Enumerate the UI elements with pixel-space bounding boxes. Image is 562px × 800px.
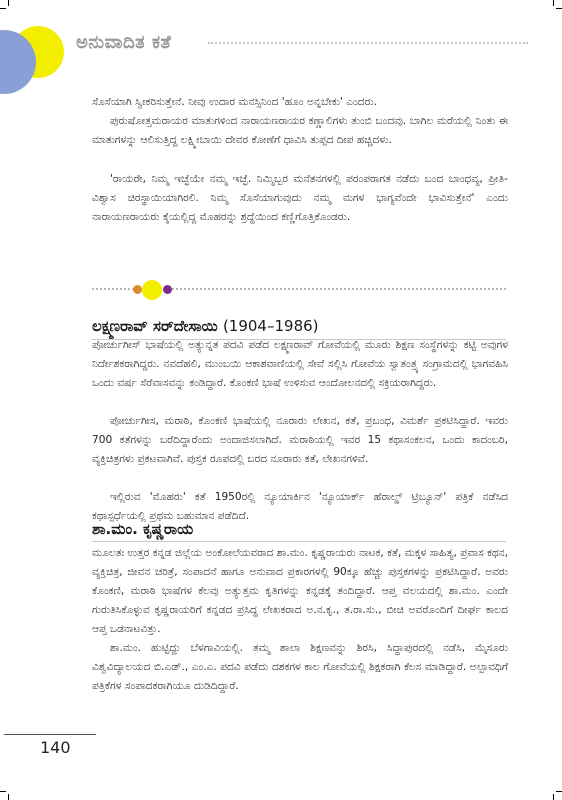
- story-paragraph: 'ರಾಯರೇ, ನಿಮ್ಮ ಇಚ್ಛೆಯೇ ನಮ್ಮ ಇಚ್ಛೆ. ನಿಮ್ಮಿಬ್ಬರ ಮನೆತನಗಳಲ್ಲಿ ಪರಂಪರಾಗತ ನಡೆದು ಬಂದ ಬಾಂಧವ್ಯ, ಪ್ರೀತಿ-ವಿಶ್ವಾಸ ಚಿರಸ್ಥಾಯಿಯಾಗಿರಲಿ. ನಿಮ್ಮ ಸೊಸೆಯಾಗುವುದು ನಮ್ಮ ಮಗಳ ಭಾಗ್ಯವೆಂದೇ ಭಾವಿಸುತ್ತೇನೆ' ಎಂದು ನಾರಾಯಣರಾಯರು ಕೈಯಲ್ಲಿದ್ದ ಮೊಹರನ್ನು ಶ್ರದ್ಧೆಯಿಂದ ಕಣ್ಣಿಗೊತ್ತಿಕೊಂಡರು.: [92, 173, 508, 223]
- header-dotted-rule: [208, 42, 528, 44]
- bio-paragraph: ಶಾ.ಮಂ. ಹುಟ್ಟಿದ್ದು ಬೆಳಗಾವಿಯಲ್ಲಿ. ತಮ್ಮ ಶಾಲಾ ಶಿಕ್ಷಣವನ್ನು ಶಿರಸಿ, ಸಿದ್ಧಾಪುರದಲ್ಲಿ ನಡೆಸಿ, ಮೈಸೂರು ವಿಶ್ವವಿದ್ಯಾಲಯದ ಬಿ.ಎಡ್., ಎಂ.ಎ. ಪದವಿ ಪಡೆದು ದಶಕಗಳ ಕಾಲ ಗೋವೆಯಲ್ಲಿ ಶಿಕ್ಷಕರಾಗಿ ಕೆಲಸ ಮಾಡಿದ್ದಾರೆ. ಅಲ್ಪಾವಧಿಗೆ ಪತ್ರಿಕೆಗಳ ಸಂಪಾದಕರಾಗಿಯೂ ದುಡಿದಿದ್ದಾರೆ.: [92, 642, 508, 692]
- crop-mark: [553, 794, 554, 800]
- bio-paragraph: ಮೂಲತಃ ಉತ್ತರ ಕನ್ನಡ ಜಿಲ್ಲೆಯ ಅಂಕೋಲೆಯವರಾದ ಶಾ.ಮಂ. ಕೃಷ್ಣರಾಯರು ನಾಟಕ, ಕತೆ, ಮಕ್ಕಳ ಸಾಹಿತ್ಯ, ಪ್ರವಾಸ ಕಥನ, ವ್ಯಕ್ತಿಚಿತ್ರ, ಜೀವನ ಚರಿತ್ರೆ, ಸಂಪಾದನೆ ಹಾಗೂ ಅನುವಾದ ಪ್ರಕಾರಗಳಲ್ಲಿ 90ಕ್ಕೂ ಹೆಚ್ಚು ಪುಸ್ತಕಗಳನ್ನು ಪ್ರಕಟಿಸಿದ್ದಾರೆ. ಅವರು ಕೊಂಕಣಿ, ಮರಾಠಿ ಭಾಷೆಗಳ ಕೆಲವು ಅತ್ಯುತ್ತಮ ಕೃತಿಗಳನ್ನು ಕನ್ನಡಕ್ಕೆ ತಂದಿದ್ದಾರೆ. ಆಪ್ತ ವಲಯದಲ್ಲಿ ಶಾ.ಮಂ. ಎಂದೇ ಗುರುತಿಸಿಕೊಳ್ಳುವ ಕೃಷ್ಣರಾಯರಿಗೆ ಕನ್ನಡದ ಪ್ರಸಿದ್ಧ ಲೇಖಕರಾದ ಅ.ನ.ಕೃ., ತ.ರಾ.ಸು., ಬೀಚಿ ಅವರೊಂದಿಗೆ ದೀರ್ಘ ಕಾಲದ ಆಪ್ತ ಒಡನಾಟವಿತ್ತು.: [92, 547, 508, 635]
- bio-paragraph: ಇಲ್ಲಿರುವ 'ಮೊಹರು' ಕತೆ 1950ರಲ್ಲಿ ನ್ಯೂಯಾರ್ಕಿನ 'ನ್ಯೂಯಾರ್ಕ್ ಹೆರಾಲ್ಡ್ ಟ್ರಿಬ್ಯೂನ್' ಪತ್ರಿಕೆ ನಡೆಸಿದ ಕಥಾಸ್ಪರ್ಧೆಯಲ್ಲಿ ಪ್ರಥಮ ಬಹುಮಾನ ಪಡೆದಿದೆ.: [92, 491, 508, 522]
- separator-dot-yellow: [142, 280, 162, 300]
- page-number: 140: [40, 738, 71, 757]
- author-heading: [92, 520, 193, 538]
- bio-paragraph: ಪೋರ್ಚುಗೀಸ್ ಭಾಷೆಯಲ್ಲಿ ಅತ್ಯುನ್ನತ ಪದವಿ ಪಡೆದ ಲಕ್ಷ್ಮಣರಾವ್ ಗೋವೆಯಲ್ಲಿ ಮೂರು ಶಿಕ್ಷಣ ಸಂಸ್ಥೆಗಳನ್ನು ಕಟ್ಟಿ ಅವುಗಳ ನಿರ್ದೇಶಕರಾಗಿದ್ದರು. ನವದೆಹಲಿ, ಮುಂಬಯಿ ಆಕಾಶವಾಣಿಯಲ್ಲಿ ಸೇವೆ ಸಲ್ಲಿಸಿ ಗೋವೆಯ ಸ್ವಾತಂತ್ರ್ಯ ಸಂಗ್ರಾಮದಲ್ಲಿ ಭಾಗವಹಿಸಿ ಒಂದು ವರ್ಷ ಸೆರೆವಾಸವನ್ನು ಕಂಡಿದ್ದಾರೆ. ಕೊಂಕಣಿ ಭಾಷೆ ಉಳಿಸುವ ಆಂದೋಲನದಲ್ಲಿ ಸಕ್ರಿಯರಾಗಿದ್ದರು.: [92, 339, 508, 389]
- crop-mark: [556, 8, 562, 9]
- author-years: (1904–1986): [222, 317, 319, 335]
- bio-paragraph: ಪೋರ್ಚುಗೀಸ, ಮರಾಠಿ, ಕೊಂಕಣಿ ಭಾಷೆಯಲ್ಲಿ ನೂರಾರು ಲೇಖನ, ಕತೆ, ಪ್ರಬಂಧ, ವಿಮರ್ಶೆ ಪ್ರಕಟಿಸಿದ್ದಾರೆ. ಇವರು 700 ಕತೆಗಳನ್ನು ಬರೆದಿದ್ದಾರೆಂದು ಅಂದಾಜಿಸಲಾಗಿದೆ. ಮರಾಠಿಯಲ್ಲಿ ಇವರ 15 ಕಥಾಸಂಕಲನ, ಒಂದು ಕಾದಂಬರಿ, ವ್ಯಕ್ತಿಚಿತ್ರಗಳು ಪ್ರಕಟವಾಗಿವೆ. ಪುಸ್ತಕ ರೂಪದಲ್ಲಿ ಬರದ ನೂರಾರು ಕತೆ, ಲೇಖನಗಳಿವೆ.: [92, 415, 508, 465]
- heading-underline: [92, 541, 506, 542]
- footer-rule: [4, 734, 96, 735]
- crop-mark: [553, 0, 554, 6]
- author-name: ಲಕ್ಷ್ಮಣರಾವ್ ಸರ್‌ದೇಸಾಯಿ: [92, 317, 218, 335]
- crop-mark: [556, 791, 562, 792]
- running-header-title: ಅನುವಾದಿತ ಕತೆ: [76, 32, 172, 53]
- author-heading: [92, 317, 319, 335]
- story-paragraph: ಸೊಸೆಯಾಗಿ ಸ್ವೀಕರಿಸುತ್ತೇನೆ. ನೀವು ಉದಾರ ಮನಸ್ಸಿನಿಂದ 'ಹೂಂ ಅನ್ನಬೇಕು' ಎಂದರು.: [92, 96, 377, 108]
- crop-mark: [0, 791, 6, 792]
- crop-mark: [8, 0, 9, 6]
- separator-dot-orange: [133, 285, 142, 294]
- crop-mark: [8, 794, 9, 800]
- crop-mark: [0, 8, 6, 9]
- story-paragraph: ಪುರುಷೋತ್ತಮರಾಯರ ಮಾತುಗಳಿಂದ ನಾರಾಯಣರಾಯರ ಕಣ್ಣಾಲಿಗಳು ತುಂಬಿ ಬಂದವು. ಬಾಗಿಲ ಮರೆಯಲ್ಲಿ ನಿಂತು ಈ ಮಾತುಗಳನ್ನು ಆಲಿಸುತ್ತಿದ್ದ ಲಕ್ಷ್ಮೀಬಾಯಿ ದೇವರ ಕೋಣೆಗೆ ಧಾವಿಸಿ ತುಪ್ಪದ ದೀಪ ಹಚ್ಚಿದಳು.: [92, 115, 508, 146]
- separator-dot-purple: [163, 285, 172, 294]
- author-name: ಶಾ.ಮಂ. ಕೃಷ್ಣರಾಯ: [92, 520, 194, 538]
